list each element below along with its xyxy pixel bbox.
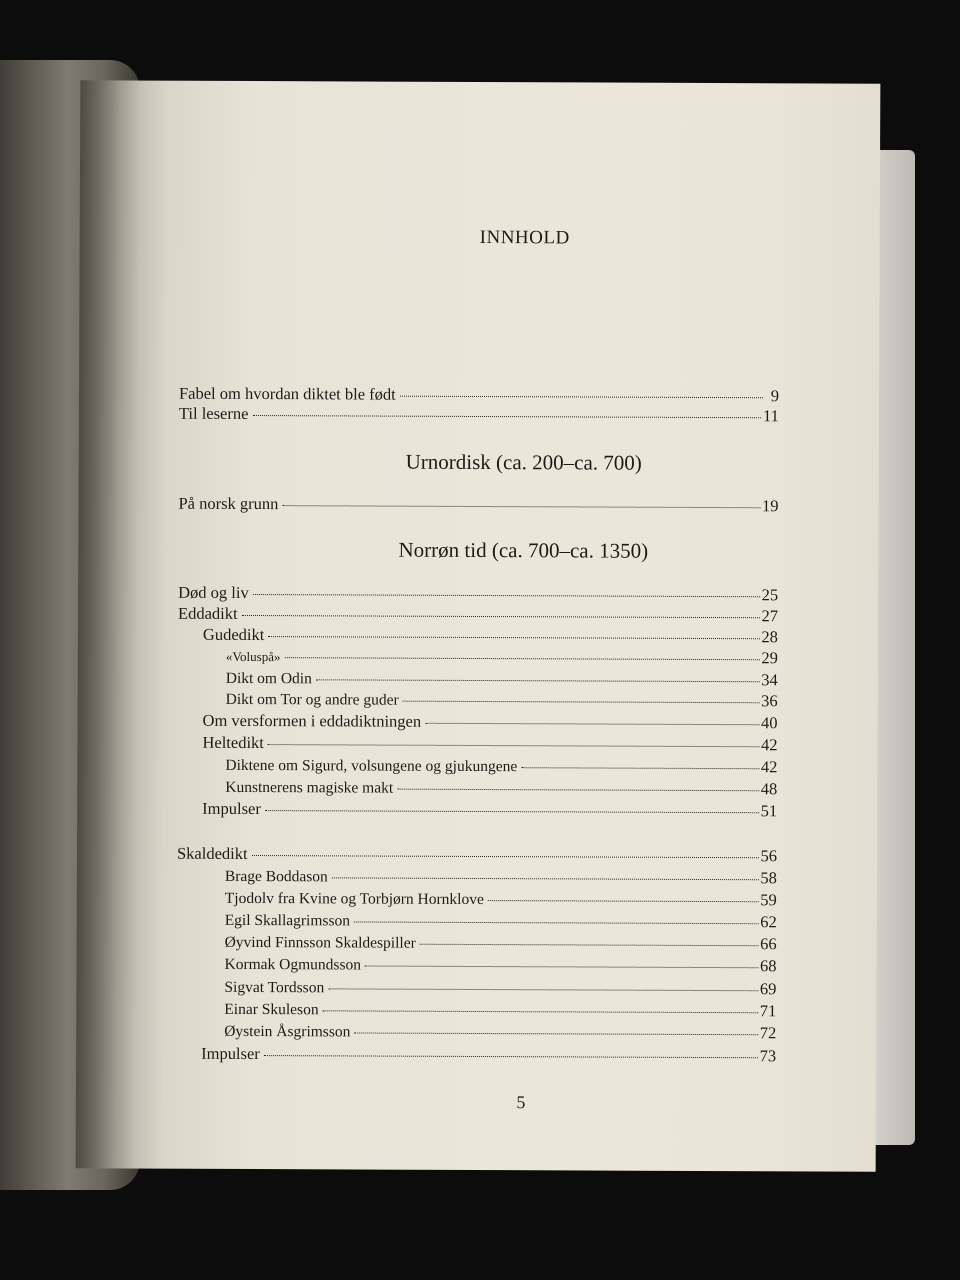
toc-entry-page: 66 [760, 934, 777, 954]
toc-entry [202, 799, 777, 822]
dot-leader [268, 744, 759, 747]
toc-entry-page: 19 [761, 496, 779, 516]
dot-leader [354, 1032, 757, 1035]
toc-entry [178, 494, 778, 517]
toc-entry-page: 48 [760, 779, 778, 799]
toc-entry [178, 604, 778, 627]
dot-leader [323, 1010, 758, 1013]
toc-entry-page: 42 [760, 757, 778, 777]
toc-entry [226, 646, 778, 669]
toc-entry-page: 62 [760, 912, 777, 932]
dot-leader [425, 723, 759, 725]
toc-entry [225, 888, 777, 911]
toc-entry [224, 954, 776, 977]
toc-entry [224, 1021, 776, 1044]
toc-entry [225, 777, 777, 800]
toc-entry [226, 689, 778, 712]
dot-leader [265, 810, 759, 813]
dot-leader [242, 615, 760, 618]
dot-leader [488, 900, 758, 902]
toc-entry-label: Fabel om hvordan diktet ble født [178, 383, 396, 404]
toc-entry-label: Død og liv [178, 582, 249, 602]
toc-entry-label: Brage Boddason [224, 867, 328, 886]
toc-entry-page: 40 [761, 713, 778, 733]
toc-entry [224, 977, 776, 1000]
dot-leader [253, 594, 760, 597]
toc-entry-page: 71 [759, 1001, 777, 1021]
toc-entry [203, 625, 778, 648]
toc-entry [226, 668, 778, 691]
toc-entry [201, 1044, 776, 1067]
toc-entry-label: Dikt om Tor og andre guder [225, 690, 399, 709]
toc-entry-page: 34 [761, 670, 778, 690]
toc-entry-page: 27 [761, 606, 779, 626]
toc-entry-label: Impulser [202, 798, 261, 819]
toc-entry [203, 711, 778, 734]
toc-entry-label: Sigvat Tordsson [224, 978, 325, 997]
toc-entry-label: Kunstnerens magiske makt [225, 778, 394, 797]
dot-leader [403, 701, 760, 704]
dot-leader [316, 679, 759, 682]
toc-entry-page: 36 [761, 691, 778, 711]
page-number: 5 [516, 1092, 526, 1113]
toc-entry-label: Impulser [201, 1043, 260, 1064]
dot-leader [282, 505, 760, 508]
toc-entry-label: «Voluspå» [225, 648, 281, 665]
toc-entry-page: 56 [760, 846, 778, 866]
toc-entry-page: 29 [761, 648, 778, 668]
toc-entry-label: Om versformen i eddadiktningen [202, 710, 422, 731]
toc-entry-label: Einar Skuleson [224, 1000, 319, 1019]
toc-entry-label: Til leserne [178, 403, 249, 423]
dot-leader [400, 396, 763, 399]
dot-leader [365, 966, 758, 969]
toc-entry-page: 9 [770, 386, 780, 406]
toc-entry-page: 28 [761, 627, 778, 647]
section-heading: Norrøn tid (ca. 700–ca. 1350) [398, 537, 649, 563]
toc-entry-page: 72 [759, 1023, 777, 1043]
toc-entry [179, 404, 779, 427]
toc-entry-page: 68 [759, 956, 777, 976]
toc-entry-label: Tjodolv fra Kvine og Torbjørn Hornklove [224, 889, 484, 909]
toc-entry [224, 999, 776, 1022]
toc-entry-page: 58 [760, 868, 777, 888]
toc-title: INNHOLD [479, 227, 570, 249]
toc-entry-label: Skaldedikt [176, 843, 248, 863]
dot-leader [420, 944, 758, 946]
toc-entry [177, 844, 777, 867]
dot-leader [328, 988, 758, 991]
toc-entry-page: 59 [760, 890, 777, 910]
toc-entry-label: Eddadikt [178, 603, 238, 623]
toc-entry [225, 866, 777, 889]
toc-entry-label: Heltedikt [202, 732, 264, 753]
toc-entry-label: Diktene om Sigurd, volsungene og gjukungene [225, 756, 518, 776]
toc-entry [179, 384, 779, 407]
toc-entry-label: Gudedikt [202, 624, 265, 645]
dot-leader [252, 855, 759, 858]
toc-entry-page: 11 [762, 406, 779, 426]
dot-leader [285, 657, 760, 660]
toc-entry-label: Dikt om Odin [225, 669, 312, 688]
toc-entry-label: Egil Skallagrimsson [224, 911, 351, 930]
toc-entry-label: Øystein Åsgrimsson [224, 1022, 351, 1041]
toc-entry-label: Kormak Ogmundsson [224, 955, 362, 974]
dot-leader [397, 789, 759, 792]
dot-leader [268, 636, 759, 639]
toc-entry-page: 51 [760, 801, 778, 821]
toc-entry [202, 733, 777, 756]
toc-entry-label: På norsk grunn [178, 493, 279, 514]
dot-leader [521, 767, 759, 769]
toc-entry-page: 25 [761, 585, 779, 605]
dot-leader [332, 877, 759, 880]
toc-entry [225, 755, 777, 778]
toc-entry-page: 73 [759, 1046, 777, 1066]
dot-leader [354, 921, 758, 924]
toc-entry [225, 910, 777, 933]
section-heading: Urnordisk (ca. 200–ca. 700) [405, 449, 642, 475]
book-page [76, 80, 881, 1171]
dot-leader [252, 415, 761, 418]
toc-entry-page: 42 [760, 735, 778, 755]
toc-entry [225, 932, 777, 955]
toc-entry-label: Øyvind Finnsson Skaldespiller [224, 933, 416, 952]
dot-leader [264, 1055, 758, 1058]
toc-entry [178, 583, 778, 606]
toc-entry-page: 69 [759, 979, 777, 999]
